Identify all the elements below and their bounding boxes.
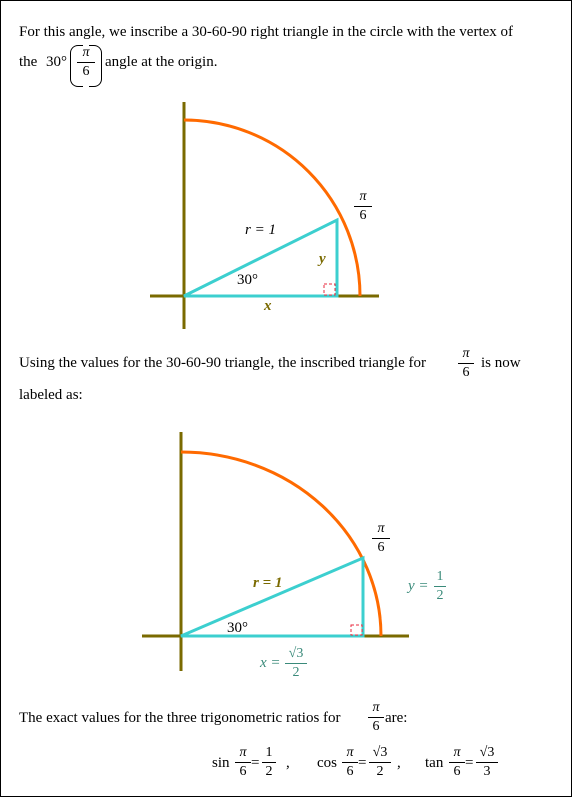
fraction-denominator: 6 bbox=[239, 764, 247, 779]
tan-label: tan bbox=[425, 755, 444, 771]
intro-the: the bbox=[19, 54, 38, 70]
cos-comma: , bbox=[397, 755, 401, 771]
fraction-numerator: √3 bbox=[288, 646, 304, 661]
fraction-denominator: 2 bbox=[436, 588, 444, 603]
intro-degrees: 30° bbox=[46, 54, 67, 70]
fraction-denominator: 2 bbox=[265, 764, 273, 779]
sin-value-fraction bbox=[262, 745, 276, 780]
fraction-denominator: 2 bbox=[376, 764, 384, 779]
cos-value-fraction bbox=[369, 745, 391, 780]
sin-label: sin bbox=[212, 755, 230, 771]
intro-line-1: For this angle, we inscribe a 30-60-90 right triangle in the circle with the vertex of bbox=[19, 24, 514, 40]
fig1-angle-label: 30° bbox=[237, 272, 258, 288]
cos-angle-fraction bbox=[342, 745, 358, 780]
bottom-line: The exact values for the three trigonometric ratios for bbox=[19, 710, 341, 726]
unit-circle-arc bbox=[181, 452, 381, 636]
fraction-denominator: 3 bbox=[483, 764, 491, 779]
middle-line-1: Using the values for the 30-60-90 triangle, the inscribed triangle for bbox=[19, 355, 426, 371]
fraction-bar bbox=[369, 762, 391, 763]
fraction-numerator: 1 bbox=[436, 569, 444, 584]
fig2-angle-label: 30° bbox=[227, 620, 248, 636]
fraction-bar bbox=[372, 538, 390, 539]
sin-comma: , bbox=[286, 755, 290, 771]
fraction-numerator: π bbox=[377, 521, 385, 536]
fraction-numerator: √3 bbox=[372, 745, 388, 760]
middle-is-now: is now bbox=[481, 355, 521, 371]
sin-equals: = bbox=[251, 755, 260, 771]
fraction-bar bbox=[262, 762, 276, 763]
right-angle-marker bbox=[351, 625, 362, 635]
fig2-y-equals: y = bbox=[408, 578, 429, 594]
fraction-numerator: 1 bbox=[265, 745, 273, 760]
tan-angle-fraction bbox=[449, 745, 465, 780]
cos-label: cos bbox=[317, 755, 337, 771]
fraction-numerator: π bbox=[372, 700, 380, 715]
fig2-angle-fraction bbox=[372, 521, 390, 556]
fraction-bar bbox=[434, 586, 446, 587]
fig2-radius-label: r = 1 bbox=[253, 575, 283, 591]
fraction-bar bbox=[476, 762, 498, 763]
fraction-numerator: π bbox=[82, 45, 90, 60]
tan-value-fraction bbox=[476, 745, 498, 780]
fraction-numerator: π bbox=[359, 189, 367, 204]
inscribed-triangle bbox=[181, 558, 363, 636]
fraction-bar bbox=[285, 663, 307, 664]
bottom-fraction bbox=[368, 700, 384, 735]
middle-line-2: labeled as: bbox=[19, 387, 83, 403]
fraction-bar bbox=[235, 762, 251, 763]
tan-equals: = bbox=[465, 755, 474, 771]
fraction-numerator: π bbox=[462, 346, 470, 361]
fraction-bar bbox=[449, 762, 465, 763]
fraction-bar bbox=[368, 717, 384, 718]
fraction-denominator: 6 bbox=[377, 540, 385, 555]
fraction-denominator: 6 bbox=[346, 764, 354, 779]
fraction-denominator: 2 bbox=[292, 665, 300, 680]
sin-angle-fraction bbox=[235, 745, 251, 780]
fig1-x-label: x bbox=[264, 298, 272, 314]
fig2-x-fraction bbox=[285, 646, 307, 681]
fraction-numerator: π bbox=[346, 745, 354, 760]
fraction-denominator: 6 bbox=[372, 719, 380, 734]
fig1-y-label: y bbox=[319, 251, 326, 267]
fraction-denominator: 6 bbox=[359, 208, 367, 223]
cos-equals: = bbox=[358, 755, 367, 771]
fraction-denominator: 6 bbox=[453, 764, 461, 779]
fraction-denominator: 6 bbox=[462, 365, 470, 380]
fraction-numerator: √3 bbox=[479, 745, 495, 760]
bottom-are: are: bbox=[385, 710, 408, 726]
fraction-numerator: π bbox=[239, 745, 247, 760]
fig2-x-equals: x = bbox=[260, 655, 281, 671]
fraction-denominator: 6 bbox=[82, 64, 90, 79]
fig2-y-fraction bbox=[434, 569, 446, 604]
fraction-numerator: π bbox=[453, 745, 461, 760]
fig1-radius-text: r = 1 bbox=[245, 222, 276, 238]
fraction-bar bbox=[342, 762, 358, 763]
intro-angle-text: angle at the origin. bbox=[105, 54, 218, 70]
